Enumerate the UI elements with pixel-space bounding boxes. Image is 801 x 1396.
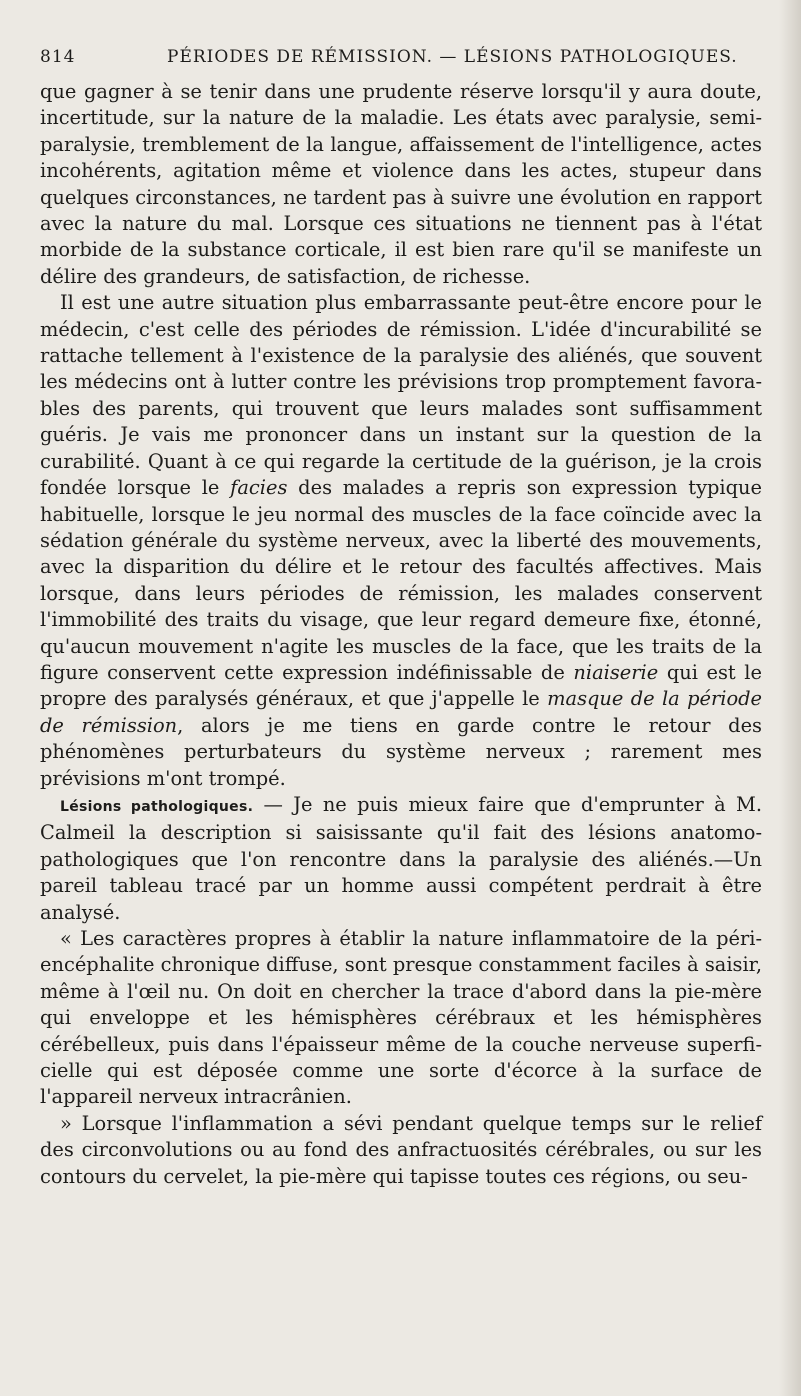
running-title: PÉRIODES DE RÉMISSION. — LÉSIONS PATHOLOGIQUES. [167,47,738,67]
paragraph-2-part-a: Il est une autre situation plus embarrassante peut-être encore pour le médecin, c'est celle des périodes de rémission. L'idée d'incurabilité se rattache tellement à l'existence de la paralysie des aliénés, que souvent les médecins ont à lutter contre les prévisions trop promptement favorables des parents, qui trouvent que leurs malades sont suffisamment guéris. Je vais me prononcer dans un instant sur la question de la curabilité. Quant à ce qui regarde la certitude de la guérison, je la crois fondée lorsque le [40,291,762,500]
paragraph-2-part-b: des malades a repris son expression typique habituelle, lorsque le jeu normal des muscles de la face coïncide avec la sédation générale du système nerveux, avec la liberté des mouvements, avec la disparition du délire et le retour des facultés affectives. Mais lorsque, dans leurs périodes de rémission, les malades conservent l'immobilité des traits du visage, que leur regard demeure fixe, étonné, qu'aucun mouvement n'agite les muscles de la face, que les traits de la figure conservent cette expression indéfinissable de [40,476,763,684]
section-lead-lesions: Lésions pathologiques. [60,798,254,815]
paragraph-3-text: — Je ne puis mieux faire que d'emprunter à M. Calmeil la description si saisissante qu'il fait des lésions anatomo-pathologiques que l'on rencontre dans la paralysie des aliénés.—Un pareil tableau tracé par un homme aussi compétent perdrait à être analysé. [40,792,762,924]
page-edge-shadow [779,0,801,1396]
paragraph-2-part-d: , alors je me tiens en garde contre le retour des phénomènes perturbateurs du système nerveux ; rarement mes prévisions m'ont trompé. [40,713,762,790]
paragraph-2-part-c: qui est le propre des paralysés généraux, et que j'appelle le [40,660,762,711]
paragraph-4-quote: « Les caractères propres à établir la nature inflammatoire de la péri-encéphalite chronique diffuse, sont presque constamment faciles à saisir, même à l'œil nu. On doit en chercher la trace d'abord dans la pie-mère qui enveloppe et les hémisphères cérébraux et les hémisphères cérébelleux, puis dans l'épaisseur même de la couche nerveuse superficielle qui est déposée comme une sorte d'écorce à la surface de l'appareil nerveux intracrânien. [40,927,762,1109]
running-header [40,47,780,71]
paragraph-3 [40,792,762,926]
paragraph-2 [40,290,762,792]
paragraph-1: que gagner à se tenir dans une prudente réserve lorsqu'il y aura doute, incertitude, sur la nature de la maladie. Les états avec paralysie, semi-paralysie, tremblement de la langue, affaissement de l'intelligence, actes incohérents, agitation même et violence dans les actes, stupeur dans quelques circonstances, ne tardent pas à suivre une évolution en rapport avec la nature du mal. Lorsque ces situations ne tiennent pas à l'état morbide de la substance corticale, il est bien rare qu'il se manifeste un délire des grandeurs, de satisfaction, de richesse. [40,80,762,288]
body-text [40,79,762,1190]
italic-facies: facies [230,476,288,500]
italic-masque: masque de la période de rémission [40,687,763,737]
paragraph-5-quote: » Lorsque l'inflammation a sévi pendant quelque temps sur le relief des circonvolutions ou au fond des anfractuosités cérébrales, ou sur les contours du cervelet, la pie-mère qui tapisse toutes ces régions, ou seu- [40,1111,762,1188]
page-number: 814 [40,47,76,67]
italic-niaiserie: niaiserie [573,660,659,684]
